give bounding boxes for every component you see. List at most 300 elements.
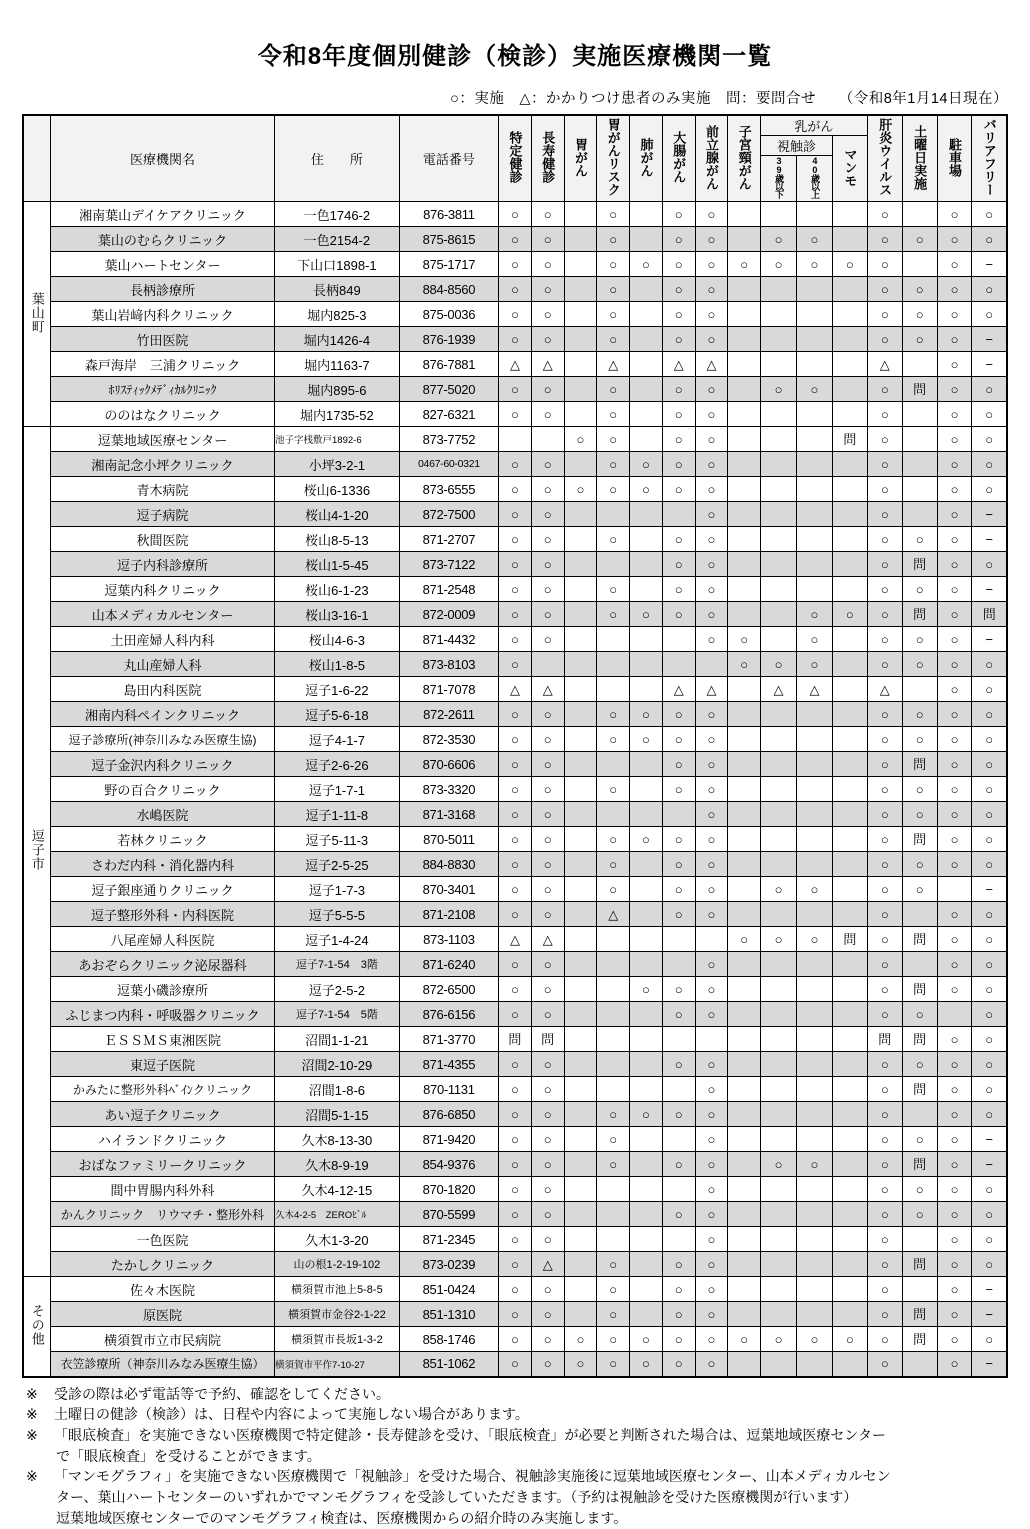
- service-mark-12: ○: [902, 1002, 937, 1027]
- institution-name: 丸山産婦人科: [50, 652, 274, 677]
- service-mark-14: ○: [972, 377, 1007, 402]
- service-mark-0: ○: [499, 752, 532, 777]
- institution-address: 堀内1163-7: [275, 352, 400, 377]
- service-mark-0: ○: [499, 377, 532, 402]
- institution-tel: 875-1717: [399, 252, 498, 277]
- service-mark-1: ○: [531, 452, 564, 477]
- service-mark-2: [564, 377, 597, 402]
- institution-name: 葉山のむらクリニック: [50, 227, 274, 252]
- institution-tel: 876-6850: [399, 1102, 498, 1127]
- service-mark-14: ○: [972, 477, 1007, 502]
- service-mark-10: [832, 452, 867, 477]
- service-mark-11: ○: [867, 577, 902, 602]
- service-mark-8: [761, 352, 797, 377]
- service-mark-10: [832, 352, 867, 377]
- service-mark-14: −: [972, 627, 1007, 652]
- service-mark-2: [564, 202, 597, 227]
- service-mark-3: △: [597, 352, 630, 377]
- service-mark-12: ○: [902, 627, 937, 652]
- table-row: [23, 302, 1007, 327]
- service-mark-2: [564, 877, 597, 902]
- service-mark-2: [564, 702, 597, 727]
- institution-address: 沼間1-8-6: [275, 1077, 400, 1102]
- service-mark-6: ○: [695, 802, 728, 827]
- service-mark-2: [564, 652, 597, 677]
- service-mark-8: [761, 577, 797, 602]
- service-mark-6: ○: [695, 477, 728, 502]
- service-mark-0: ○: [499, 877, 532, 902]
- institution-tel: 872-0009: [399, 602, 498, 627]
- service-mark-1: ○: [531, 827, 564, 852]
- service-mark-5: ○: [662, 1102, 695, 1127]
- table-row: [23, 377, 1007, 402]
- service-mark-14: ○: [972, 227, 1007, 252]
- service-mark-10: [832, 327, 867, 352]
- institution-name: 野の百合クリニック: [50, 777, 274, 802]
- service-mark-14: ○: [972, 977, 1007, 1002]
- service-mark-12: ○: [902, 777, 937, 802]
- service-mark-9: [796, 427, 832, 452]
- table-row: [23, 1202, 1007, 1227]
- service-mark-9: ○: [796, 1327, 832, 1352]
- table-row: [23, 602, 1007, 627]
- service-mark-10: 問: [832, 927, 867, 952]
- service-mark-4: [630, 527, 663, 552]
- service-mark-3: ○: [597, 452, 630, 477]
- institution-tel: 870-1820: [399, 1177, 498, 1202]
- table-row: [23, 1002, 1007, 1027]
- institution-tel: 873-7752: [399, 427, 498, 452]
- service-mark-12: 問: [902, 602, 937, 627]
- service-mark-10: [832, 1177, 867, 1202]
- institution-name: 山本メディカルセンター: [50, 602, 274, 627]
- service-mark-0: ○: [499, 952, 532, 977]
- service-mark-10: [832, 527, 867, 552]
- footnote-text: ター、葉山ハートセンターのいずれかでマンモグラフィを受診していただきます。（予約は視触診を受けた医療機関が行います）: [56, 1489, 858, 1506]
- service-mark-11: ○: [867, 1202, 902, 1227]
- service-mark-13: ○: [937, 477, 972, 502]
- service-mark-14: −: [972, 877, 1007, 902]
- institution-name: 衣笠診療所（神奈川みなみ医療生協）: [50, 1352, 274, 1377]
- institution-tel: 851-1310: [399, 1302, 498, 1327]
- service-mark-13: ○: [937, 527, 972, 552]
- header-palpation-over40: 40歳以上: [796, 156, 832, 202]
- service-mark-2: [564, 1002, 597, 1027]
- service-mark-4: [630, 802, 663, 827]
- service-mark-14: −: [972, 527, 1007, 552]
- service-mark-13: ○: [937, 502, 972, 527]
- service-mark-5: [662, 502, 695, 527]
- service-mark-2: [564, 777, 597, 802]
- service-mark-0: ○: [499, 777, 532, 802]
- service-mark-10: [832, 1302, 867, 1327]
- service-mark-6: ○: [695, 302, 728, 327]
- service-mark-14: ○: [972, 1202, 1007, 1227]
- institution-tel: 884-8830: [399, 852, 498, 877]
- service-mark-1: ○: [531, 302, 564, 327]
- service-mark-6: ○: [695, 1227, 728, 1252]
- service-mark-14: ○: [972, 702, 1007, 727]
- table-row: [23, 977, 1007, 1002]
- service-mark-5: ○: [662, 277, 695, 302]
- table-row: [23, 252, 1007, 277]
- institution-address: 桜山6-1-23: [275, 577, 400, 602]
- service-mark-6: [695, 927, 728, 952]
- service-mark-2: [564, 1252, 597, 1277]
- service-mark-2: [564, 827, 597, 852]
- institution-address: 逗子7-1-54 3階: [275, 952, 400, 977]
- service-mark-8: [761, 452, 797, 477]
- service-mark-10: [832, 1277, 867, 1302]
- service-mark-5: ○: [662, 1002, 695, 1027]
- service-mark-4: ○: [630, 1102, 663, 1127]
- service-mark-12: ○: [902, 727, 937, 752]
- institution-name: 逗葉小磯診療所: [50, 977, 274, 1002]
- service-mark-2: [564, 227, 597, 252]
- service-mark-6: ○: [695, 327, 728, 352]
- service-mark-10: [832, 1077, 867, 1102]
- institution-name: 逗子病院: [50, 502, 274, 527]
- service-mark-4: ○: [630, 602, 663, 627]
- footnote-marker: ※: [26, 1468, 38, 1485]
- service-mark-13: ○: [937, 627, 972, 652]
- service-mark-11: ○: [867, 752, 902, 777]
- service-mark-1: ○: [531, 1152, 564, 1177]
- service-mark-11: 問: [867, 1027, 902, 1052]
- service-mark-13: ○: [937, 1352, 972, 1377]
- service-mark-12: ○: [902, 302, 937, 327]
- service-mark-1: ○: [531, 952, 564, 977]
- service-mark-12: ○: [902, 1052, 937, 1077]
- service-mark-7: [728, 1202, 761, 1227]
- service-mark-2: [564, 1152, 597, 1177]
- service-mark-4: [630, 1202, 663, 1227]
- service-mark-4: [630, 402, 663, 427]
- service-mark-12: [902, 1277, 937, 1302]
- service-mark-0: ○: [499, 277, 532, 302]
- service-mark-14: ○: [972, 1227, 1007, 1252]
- service-mark-7: [728, 352, 761, 377]
- group-label-2: [23, 1277, 50, 1377]
- service-mark-1: ○: [531, 1327, 564, 1352]
- service-mark-8: [761, 1252, 797, 1277]
- service-mark-3: [597, 927, 630, 952]
- service-mark-7: [728, 852, 761, 877]
- institution-address: 山の根1-2-19-102: [275, 1252, 400, 1277]
- group-label-text: 逗子市: [29, 829, 45, 871]
- service-mark-12: ○: [902, 852, 937, 877]
- service-mark-4: [630, 577, 663, 602]
- service-mark-4: [630, 1152, 663, 1177]
- service-mark-13: ○: [937, 1302, 972, 1327]
- service-mark-2: [564, 1177, 597, 1202]
- service-mark-14: ○: [972, 652, 1007, 677]
- header-address: 住 所: [275, 115, 400, 202]
- institution-name: 湘南葉山デイケアクリニック: [50, 202, 274, 227]
- institution-tel: 871-2707: [399, 527, 498, 552]
- service-mark-1: ○: [531, 1102, 564, 1127]
- service-mark-4: [630, 1277, 663, 1302]
- service-mark-7: [728, 1077, 761, 1102]
- service-mark-9: [796, 727, 832, 752]
- service-mark-5: ○: [662, 1327, 695, 1352]
- service-mark-13: ○: [937, 927, 972, 952]
- institution-name: 竹田医院: [50, 327, 274, 352]
- service-mark-3: [597, 502, 630, 527]
- footnote-text: 土曜日の健診（検診）は、日程や内容によって実施しない場合があります。: [54, 1406, 529, 1423]
- service-mark-5: ○: [662, 202, 695, 227]
- institution-address: 沼間1-1-21: [275, 1027, 400, 1052]
- service-mark-14: ○: [972, 952, 1007, 977]
- service-mark-1: △: [531, 1252, 564, 1277]
- institution-name: 逗子金沢内科クリニック: [50, 752, 274, 777]
- service-mark-10: [832, 302, 867, 327]
- service-mark-9: [796, 1177, 832, 1202]
- service-mark-0: ○: [499, 602, 532, 627]
- service-mark-13: ○: [937, 902, 972, 927]
- service-mark-4: ○: [630, 252, 663, 277]
- service-mark-11: ○: [867, 1127, 902, 1152]
- service-mark-4: [630, 327, 663, 352]
- service-mark-6: ○: [695, 527, 728, 552]
- institution-name: ハイランドクリニック: [50, 1127, 274, 1152]
- header-chouju-kenshin: 長寿健診: [531, 115, 564, 202]
- service-mark-13: ○: [937, 702, 972, 727]
- group-label-text: 葉山町: [29, 291, 45, 334]
- service-mark-9: [796, 902, 832, 927]
- footnote-line-3: [26, 1446, 1030, 1467]
- service-mark-11: ○: [867, 302, 902, 327]
- service-mark-12: ○: [902, 702, 937, 727]
- table-row: [23, 652, 1007, 677]
- header-colon-cancer: 大腸がん: [662, 115, 695, 202]
- institution-name: 間中胃腸内科外科: [50, 1177, 274, 1202]
- footnote-text: 逗葉地域医療センターでのマンモグラフィ検査は、医療機関からの紹介時のみ実施します。: [56, 1509, 628, 1526]
- service-mark-6: ○: [695, 877, 728, 902]
- service-mark-14: ○: [972, 552, 1007, 577]
- service-mark-3: ○: [597, 727, 630, 752]
- institution-tel: 873-6555: [399, 477, 498, 502]
- service-mark-14: ○: [972, 777, 1007, 802]
- institution-name: 横須賀市立市民病院: [50, 1327, 274, 1352]
- service-mark-5: ○: [662, 402, 695, 427]
- service-mark-1: [531, 427, 564, 452]
- service-mark-10: [832, 1227, 867, 1252]
- service-mark-3: ○: [597, 577, 630, 602]
- service-mark-6: ○: [695, 752, 728, 777]
- service-mark-10: [832, 402, 867, 427]
- service-mark-4: [630, 377, 663, 402]
- table-row: [23, 627, 1007, 652]
- service-mark-1: ○: [531, 1302, 564, 1327]
- service-mark-4: [630, 777, 663, 802]
- service-mark-9: △: [796, 677, 832, 702]
- service-mark-8: [761, 952, 797, 977]
- footnote-line-6: [26, 1508, 1030, 1529]
- institution-name: 逗子内科診療所: [50, 552, 274, 577]
- institution-tel: 875-8615: [399, 227, 498, 252]
- service-mark-8: ○: [761, 1327, 797, 1352]
- service-mark-8: [761, 1352, 797, 1377]
- service-mark-12: ○: [902, 527, 937, 552]
- institution-name: 島田内科医院: [50, 677, 274, 702]
- service-mark-11: ○: [867, 827, 902, 852]
- table-header: [23, 115, 1007, 202]
- service-mark-3: ○: [597, 1252, 630, 1277]
- service-mark-10: ○: [832, 252, 867, 277]
- institution-tel: 871-2108: [399, 902, 498, 927]
- service-mark-12: 問: [902, 927, 937, 952]
- service-mark-6: ○: [695, 452, 728, 477]
- table-row: [23, 1152, 1007, 1177]
- service-mark-8: [761, 852, 797, 877]
- service-mark-5: ○: [662, 702, 695, 727]
- service-mark-14: ○: [972, 427, 1007, 452]
- medical-institutions-table: [22, 114, 1008, 1378]
- service-mark-11: ○: [867, 502, 902, 527]
- institution-tel: 872-3530: [399, 727, 498, 752]
- service-mark-7: [728, 977, 761, 1002]
- service-mark-9: [796, 1352, 832, 1377]
- service-mark-12: [902, 1352, 937, 1377]
- service-mark-7: [728, 827, 761, 852]
- service-mark-11: ○: [867, 1302, 902, 1327]
- header-tel: 電話番号: [399, 115, 498, 202]
- service-mark-9: [796, 852, 832, 877]
- service-mark-12: [902, 677, 937, 702]
- service-mark-14: ○: [972, 1252, 1007, 1277]
- header-cervical-cancer: 子宮頸がん: [728, 115, 761, 202]
- service-mark-1: ○: [531, 1202, 564, 1227]
- service-mark-12: 問: [902, 1077, 937, 1102]
- service-mark-0: ○: [499, 1202, 532, 1227]
- table-row: [23, 352, 1007, 377]
- service-mark-6: ○: [695, 1102, 728, 1127]
- service-mark-10: [832, 877, 867, 902]
- service-mark-1: ○: [531, 252, 564, 277]
- service-mark-5: ○: [662, 527, 695, 552]
- service-mark-0: ○: [499, 977, 532, 1002]
- service-mark-5: ○: [662, 552, 695, 577]
- service-mark-6: ○: [695, 777, 728, 802]
- service-mark-11: ○: [867, 227, 902, 252]
- service-mark-14: ○: [972, 802, 1007, 827]
- service-mark-8: [761, 1277, 797, 1302]
- header-name: 医療機関名: [50, 115, 274, 202]
- service-mark-13: ○: [937, 1327, 972, 1352]
- service-mark-7: [728, 1002, 761, 1027]
- group-label-1: [23, 427, 50, 1277]
- service-mark-9: [796, 277, 832, 302]
- service-mark-0: ○: [499, 302, 532, 327]
- service-mark-14: −: [972, 1302, 1007, 1327]
- service-mark-14: −: [972, 1127, 1007, 1152]
- service-mark-8: [761, 1302, 797, 1327]
- table-row: [23, 1302, 1007, 1327]
- service-mark-1: ○: [531, 727, 564, 752]
- service-mark-2: [564, 1077, 597, 1102]
- service-mark-9: [796, 1127, 832, 1152]
- service-mark-10: [832, 1152, 867, 1177]
- service-mark-3: [597, 1002, 630, 1027]
- service-mark-4: ○: [630, 1352, 663, 1377]
- institution-name: 葉山岩﨑内科クリニック: [50, 302, 274, 327]
- service-mark-7: [728, 727, 761, 752]
- table-row: [23, 1352, 1007, 1377]
- service-mark-3: ○: [597, 227, 630, 252]
- service-mark-0: ○: [499, 502, 532, 527]
- service-mark-13: ○: [937, 227, 972, 252]
- service-mark-7: [728, 752, 761, 777]
- service-mark-5: △: [662, 677, 695, 702]
- service-mark-0: [499, 427, 532, 452]
- service-mark-3: [597, 652, 630, 677]
- service-mark-13: ○: [937, 552, 972, 577]
- service-mark-10: [832, 227, 867, 252]
- footnotes: [26, 1384, 1030, 1529]
- institution-tel: 871-7078: [399, 677, 498, 702]
- service-mark-3: [597, 1052, 630, 1077]
- service-mark-1: ○: [531, 477, 564, 502]
- table-row: [23, 1052, 1007, 1077]
- service-mark-3: [597, 802, 630, 827]
- table-row: [23, 877, 1007, 902]
- institution-tel: 873-3320: [399, 777, 498, 802]
- service-mark-2: [564, 902, 597, 927]
- institution-name: 秋間医院: [50, 527, 274, 552]
- service-mark-13: ○: [937, 802, 972, 827]
- institution-name: 逗葉内科クリニック: [50, 577, 274, 602]
- service-mark-1: △: [531, 927, 564, 952]
- service-mark-5: [662, 1227, 695, 1252]
- service-mark-11: ○: [867, 527, 902, 552]
- service-mark-0: ○: [499, 1127, 532, 1152]
- service-mark-12: [902, 1102, 937, 1127]
- institution-tel: 873-8103: [399, 652, 498, 677]
- service-mark-11: ○: [867, 627, 902, 652]
- service-mark-1: ○: [531, 1002, 564, 1027]
- header-lung-cancer: 肺がん: [630, 115, 663, 202]
- service-mark-1: △: [531, 352, 564, 377]
- service-mark-7: [728, 677, 761, 702]
- institution-tel: 870-6606: [399, 752, 498, 777]
- service-mark-10: [832, 727, 867, 752]
- institution-address: 桜山1-5-45: [275, 552, 400, 577]
- service-mark-8: [761, 402, 797, 427]
- service-mark-9: [796, 302, 832, 327]
- service-mark-3: [597, 977, 630, 1002]
- service-mark-6: ○: [695, 1152, 728, 1177]
- service-mark-5: ○: [662, 827, 695, 852]
- service-mark-12: 問: [902, 1252, 937, 1277]
- service-mark-10: [832, 1127, 867, 1152]
- service-mark-5: ○: [662, 427, 695, 452]
- institution-name: 佐々木医院: [50, 1277, 274, 1302]
- table-row: [23, 777, 1007, 802]
- service-mark-13: ○: [937, 1102, 972, 1127]
- institution-tel: 871-2345: [399, 1227, 498, 1252]
- institution-address: 沼間5-1-15: [275, 1102, 400, 1127]
- service-mark-10: [832, 1202, 867, 1227]
- service-mark-8: [761, 802, 797, 827]
- service-mark-3: ○: [597, 1102, 630, 1127]
- service-mark-3: ○: [597, 327, 630, 352]
- service-mark-14: ○: [972, 452, 1007, 477]
- service-mark-13: ○: [937, 852, 972, 877]
- service-mark-1: ○: [531, 202, 564, 227]
- institution-address: 逗子1-11-8: [275, 802, 400, 827]
- service-mark-14: ○: [972, 1052, 1007, 1077]
